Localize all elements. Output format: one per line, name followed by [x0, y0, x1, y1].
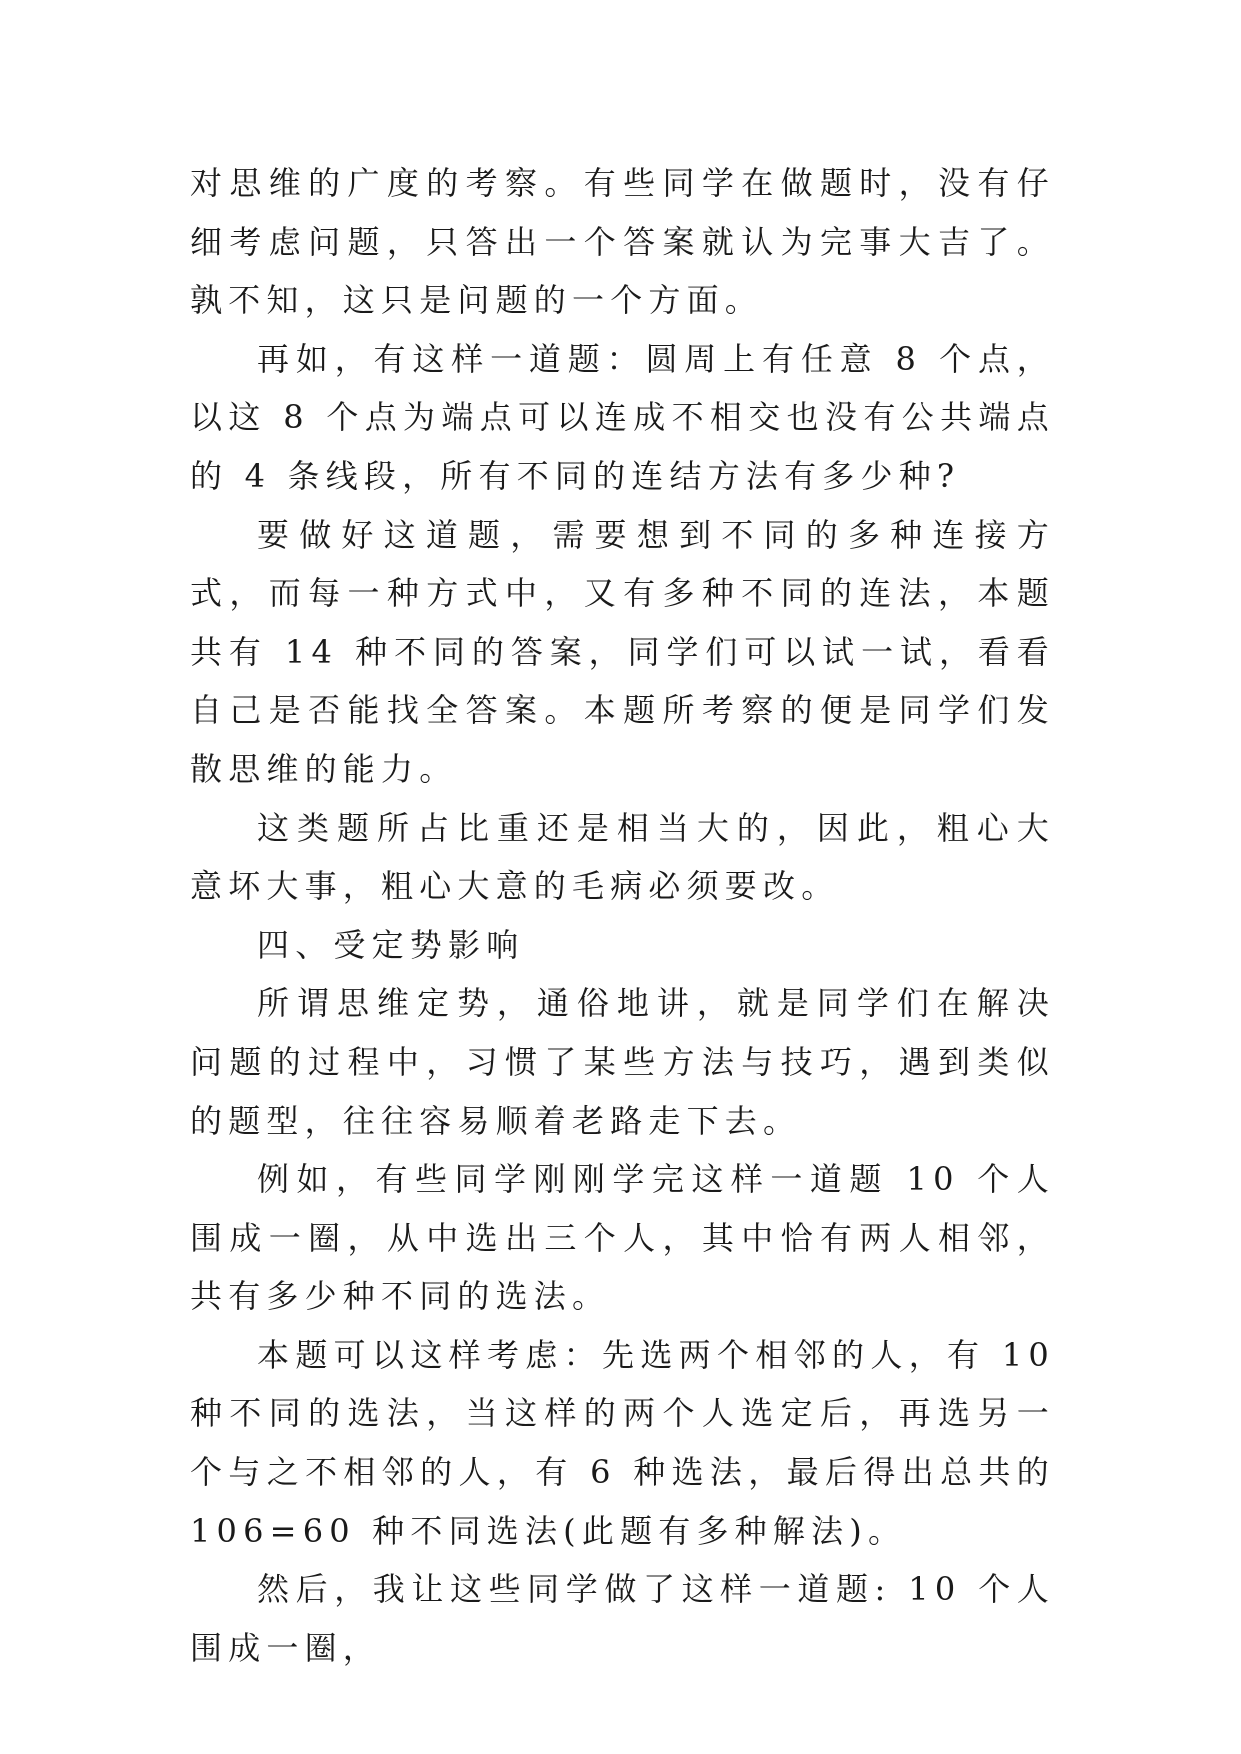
paragraph-1: 对思维的广度的考察。有些同学在做题时，没有仔细考虑问题，只答出一个答案就认为完事大吉了。孰不知，这只是问题的一个方面。: [190, 164, 1055, 320]
paragraph-8: 然后，我让这些同学做了这样一道题: 10 个人围成一圈，: [190, 1570, 1055, 1667]
paragraph-2: 再如，有这样一道题：圆周上有任意 8 个点，以这 8 个点为端点可以连成不相交也没有公共端点的 4 条线段，所有不同的连结方法有多少种?: [190, 339, 1055, 495]
paragraph-5: 所谓思维定势，通俗地讲，就是同学们在解决问题的过程中，习惯了某些方法与技巧，遇到类似的题型，往往容易顺着老路走下去。: [190, 984, 1055, 1140]
paragraph-7: 本题可以这样考虑：先选两个相邻的人，有 10 种不同的选法，当这样的两个人选定后，再选另一个与之不相邻的人，有 6 种选法，最后得出总共的 106=60 种不同选法(此题有多种解法)。: [190, 1335, 1055, 1550]
paragraph-3: 要做好这道题，需要想到不同的多种连接方式，而每一种方式中，又有多种不同的连法，本题共有 14 种不同的答案，同学们可以试一试，看看自己是否能找全答案。本题所考察的便是同学们发散思维的能力。: [190, 515, 1055, 788]
document-body: [190, 154, 1055, 1677]
section-heading: 四、受定势影响: [257, 925, 525, 964]
paragraph-4: 这类题所占比重还是相当大的，因此，粗心大意坏大事，粗心大意的毛病必须要改。: [190, 808, 1055, 906]
paragraph-6: 例如，有些同学刚刚学完这样一道题 10 个人围成一圈，从中选出三个人，其中恰有两人相邻，共有多少种不同的选法。: [190, 1160, 1055, 1316]
